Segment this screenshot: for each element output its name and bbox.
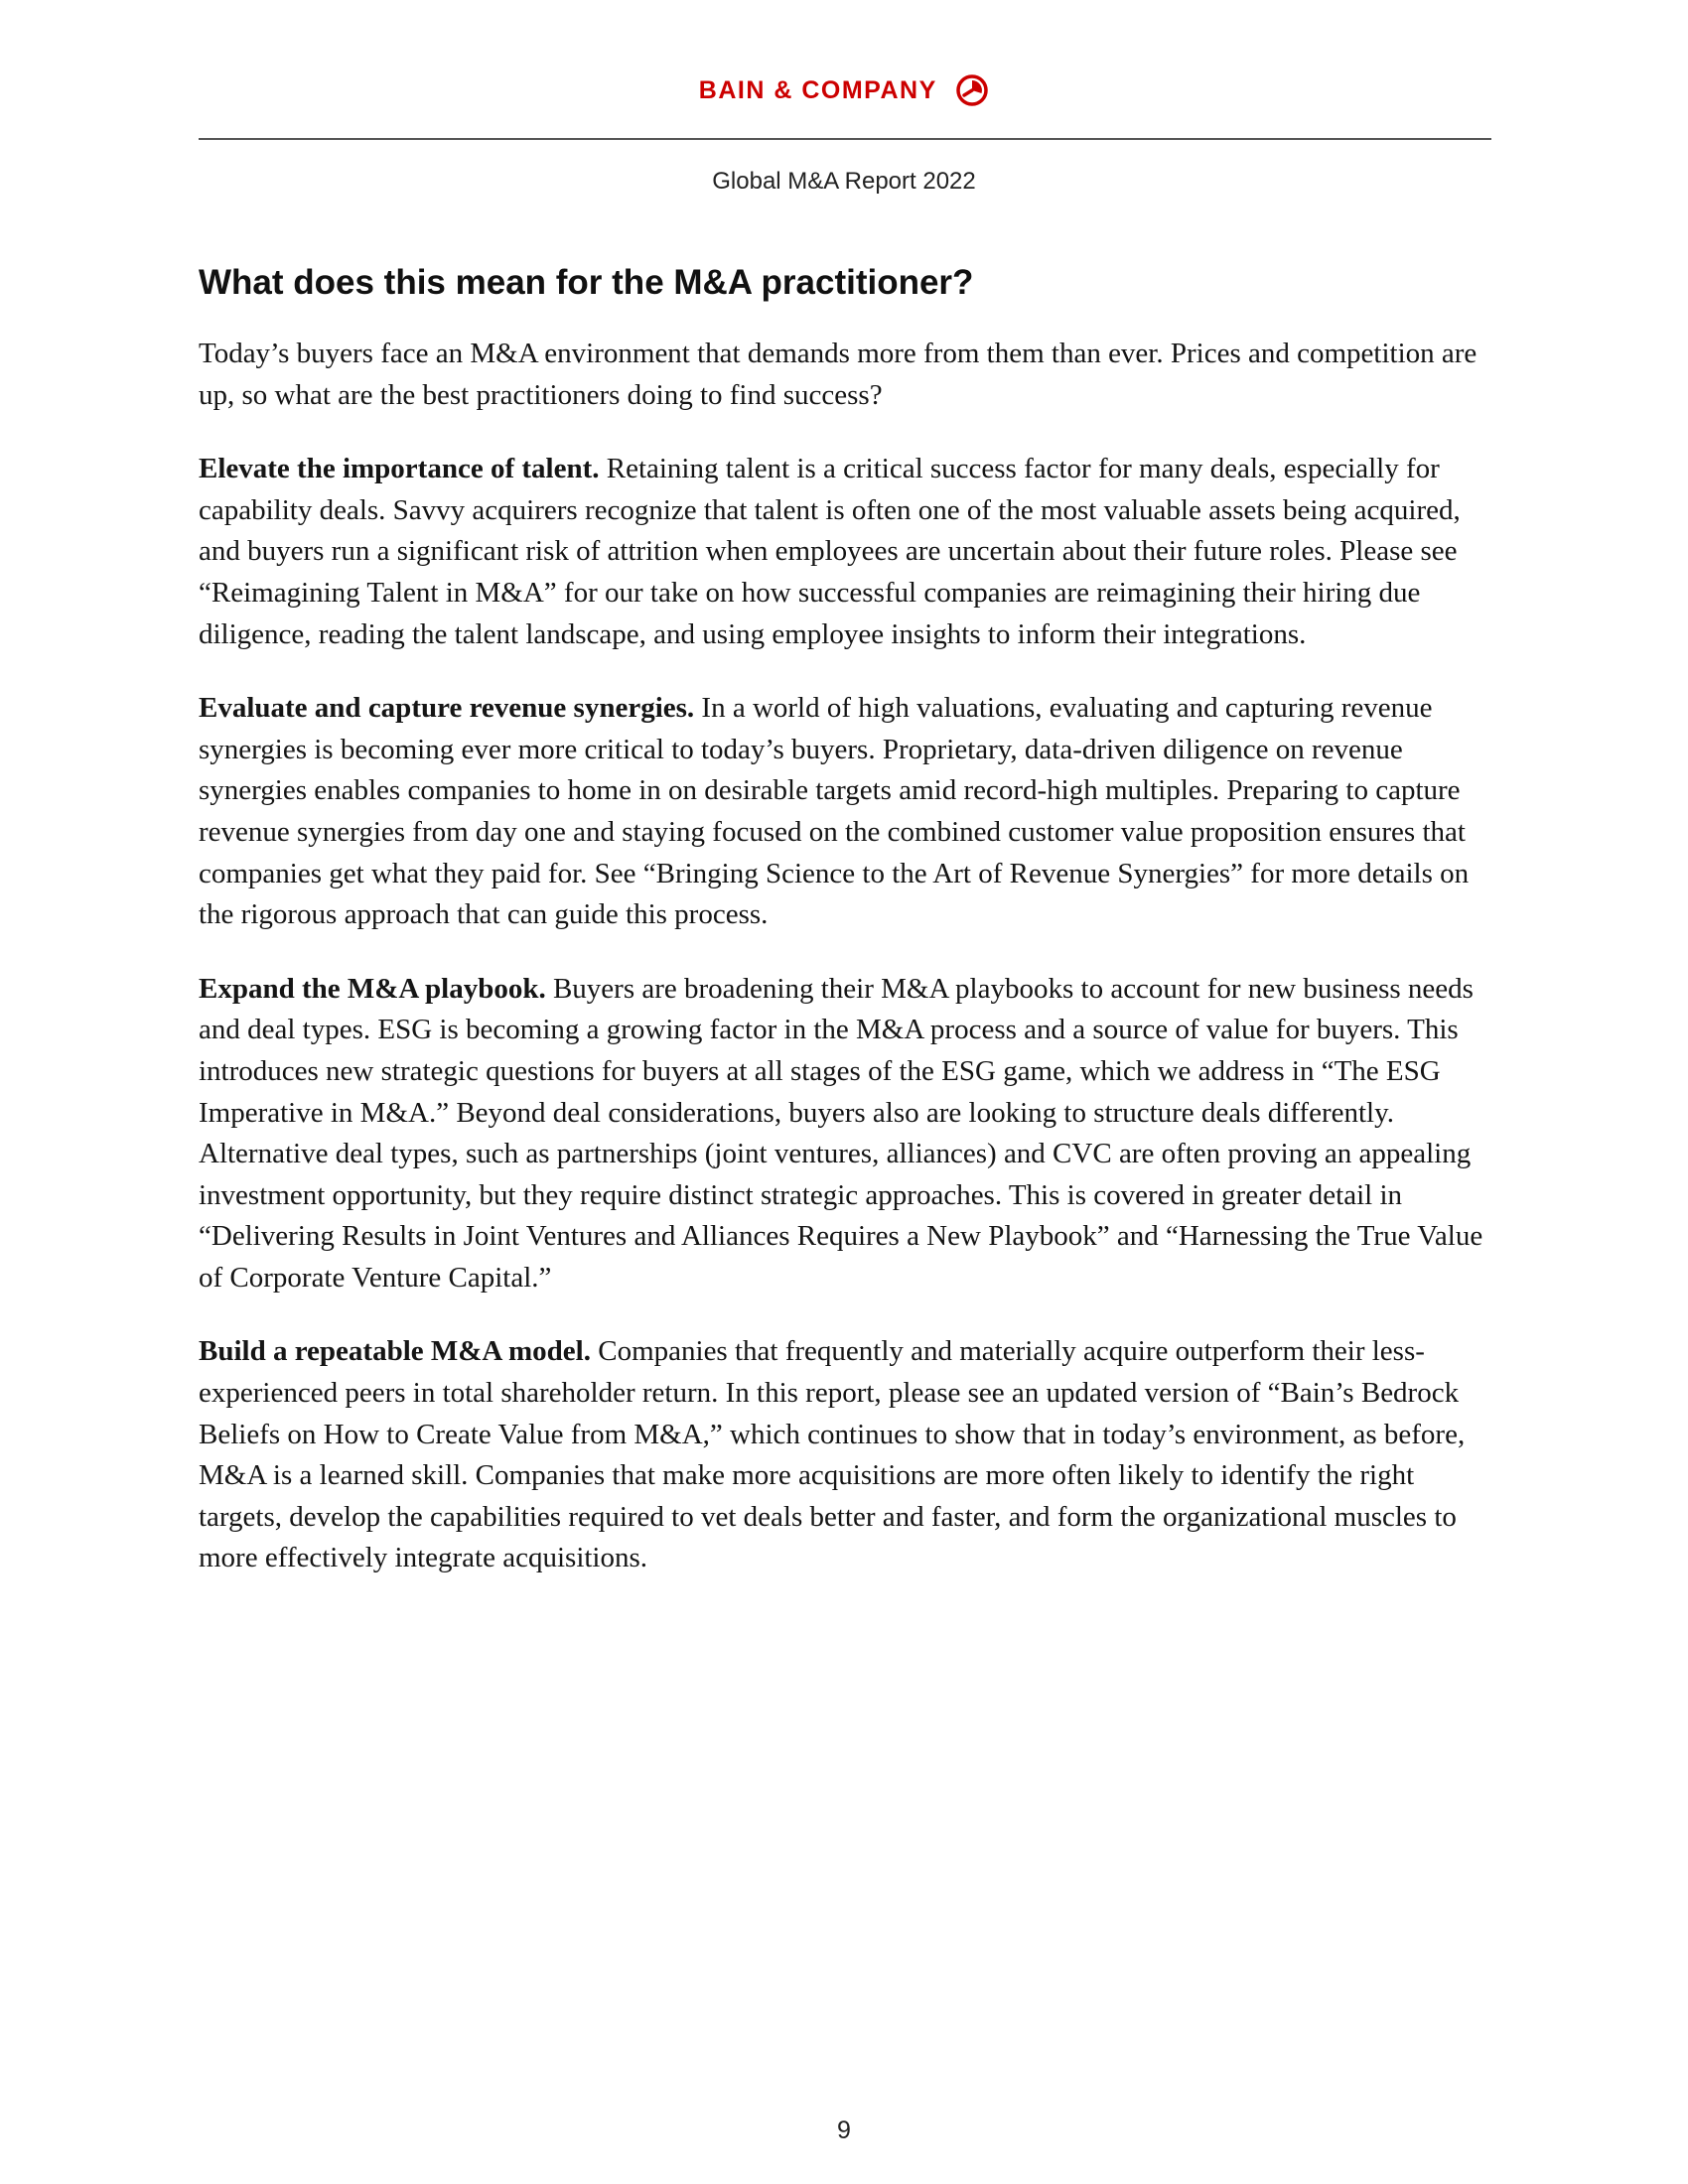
brand-logo-text: BAIN & COMPANY [698,76,937,105]
paragraph-lead: Evaluate and capture revenue synergies. [199,692,695,725]
paragraph-talent [199,449,1491,655]
paragraph-repeatable-model [199,1331,1491,1579]
page-number: 9 [837,2116,851,2144]
paragraph-revenue-synergies [199,688,1491,936]
paragraph-body: Companies that frequently and materially acquire outperform their less-experienced peers in total shareholder return. In this report, please see an updated version of “Bain’s Bedrock Beliefs on How to Create Value from M&A,” which continues to show that in today’s environment, as before, M&A is a learned skill. Companies that make more acquisitions are more often likely to identify the right targets, develop the capabilities required to vet deals better and faster, and form the organizational muscles to more effectively integrate acquisitions. [199,1335,1466,1574]
brand-logo [0,71,1688,108]
bain-circle-mark-icon [955,73,989,107]
paragraph-body: Retaining talent is a critical success factor for many deals, especially for capability deals. Savvy acquirers recognize that talent is often one of the most valuable assets being acquired, and buyers run a significant risk of attrition when employees are uncertain about their future roles. Please see “Reimagining Talent in M&A” for our take on how successful companies are reimagining their hiring due diligence, reading the talent landscape, and using employee insights to inform their integrations. [199,453,1461,650]
paragraph-body: Buyers are broadening their M&A playbooks to account for new business needs and deal types. ESG is becoming a growing factor in the M&A process and a source of value for buyers. This introduces new strategic questions for buyers at all stages of the ESG game, which we address in “The ESG Imperative in M&A.” Beyond deal considerations, buyers also are looking to structure deals differently. Alternative deal types, such as partnerships (joint ventures, alliances) and CVC are often proving an appealing investment opportunity, but they require distinct strategic approaches. This is covered in greater detail in “Delivering Results in Joint Ventures and Alliances Requires a New Playbook” and “Harnessing the True Value of Corporate Venture Capital.” [199,972,1483,1294]
main-content [199,260,1491,1612]
section-heading: What does this mean for the M&A practitioner? [199,263,974,302]
header-divider [199,138,1491,140]
paragraph-lead: Elevate the importance of talent. [199,453,600,485]
paragraph-playbook [199,969,1491,1299]
paragraph-lead: Expand the M&A playbook. [199,972,546,1005]
intro-paragraph: Today’s buyers face an M&A environment that demands more from them than ever. Prices and competition are up, so what are the best practitioners doing to find success? [199,338,1477,411]
paragraph-body: In a world of high valuations, evaluating and capturing revenue synergies is becoming ever more critical to today’s buyers. Proprietary, data-driven diligence on revenue synergies enables companies to home in on desirable targets amid record-high multiples. Preparing to capture revenue synergies from day one and staying focused on the combined customer value proposition ensures that companies get what they paid for. See “Bringing Science to the Art of Revenue Synergies” for more details on the rigorous approach that can guide this process. [199,692,1470,931]
paragraph-lead: Build a repeatable M&A model. [199,1335,591,1368]
report-title: Global M&A Report 2022 [712,168,976,195]
